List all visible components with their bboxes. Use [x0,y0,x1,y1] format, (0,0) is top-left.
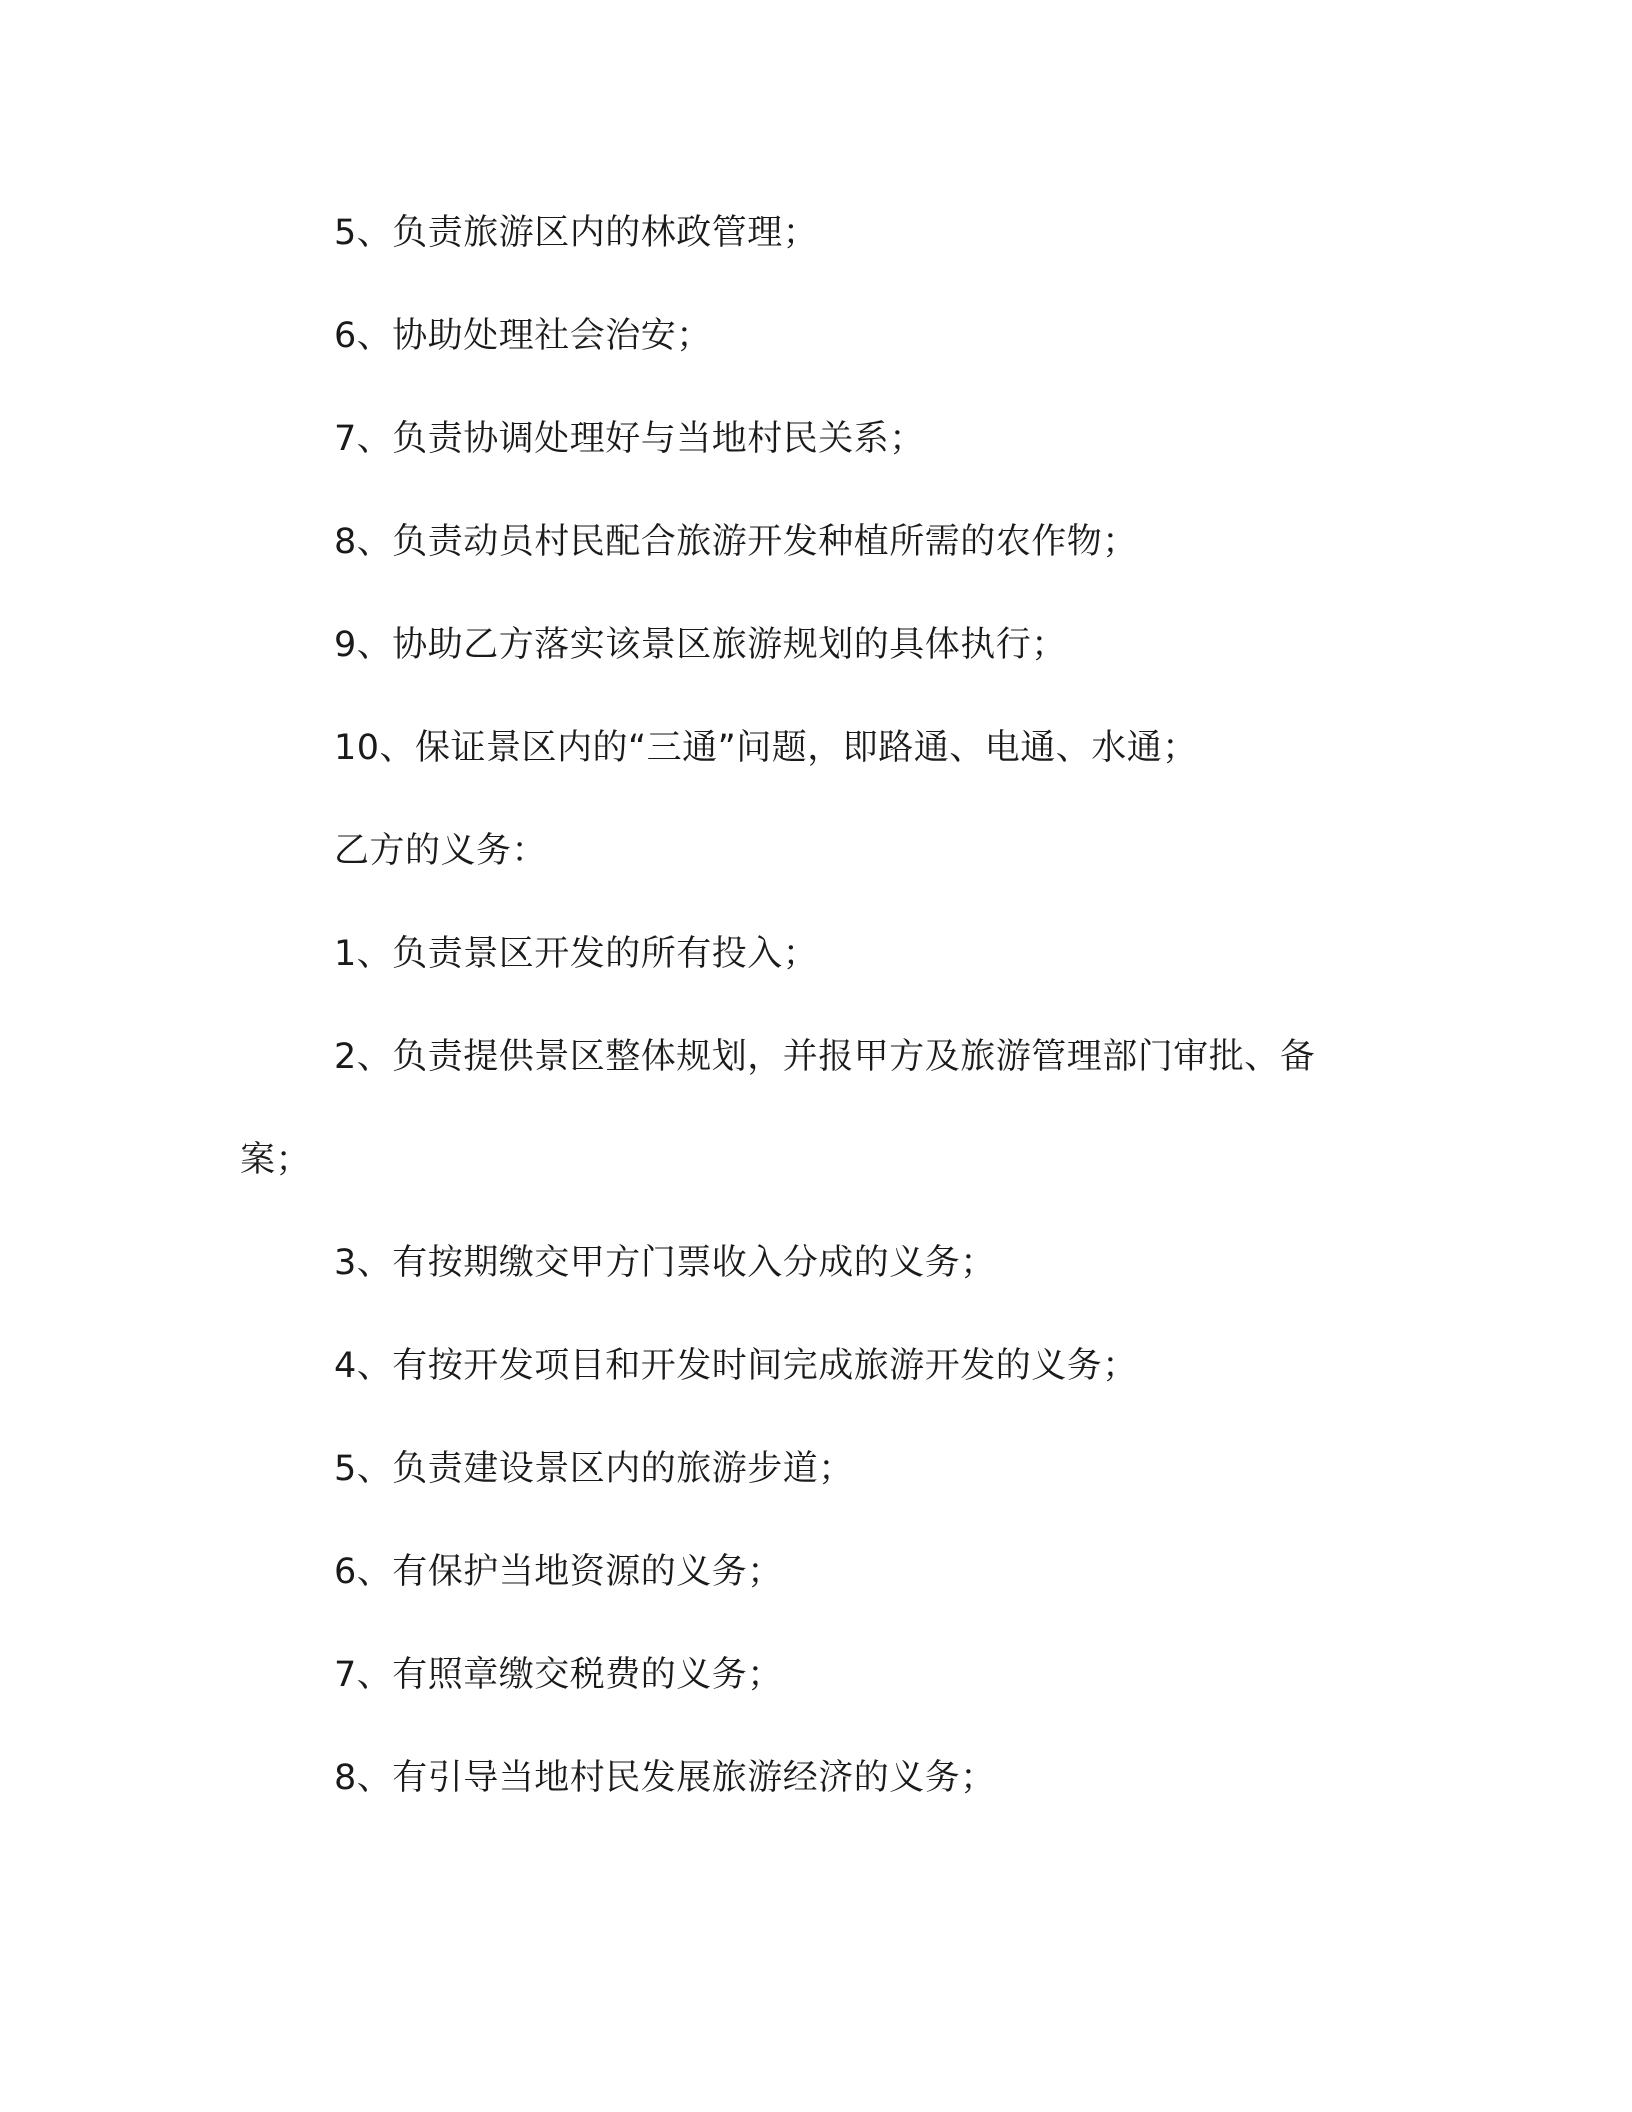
paragraph: 5、负责建设景区内的旅游步道； [334,1449,854,1489]
document-body [240,182,1370,1830]
paragraph: 7、有照章缴交税费的义务； [334,1655,783,1695]
paragraph: 1、负责景区开发的所有投入； [334,934,819,974]
section-heading: 乙方的义务： [334,831,548,871]
paragraph: 5、负责旅游区内的林政管理； [334,213,819,253]
paragraph: 8、负责动员村民配合旅游开发种植所需的农作物； [334,522,1138,562]
paragraph: 7、负责协调处理好与当地村民关系； [334,419,925,459]
paragraph: 6、协助处理社会治安； [334,316,712,356]
paragraph: 10、保证景区内的“三通”问题，即路通、电通、水通； [334,728,1198,768]
paragraph: 2、负责提供景区整体规划，并报甲方及旅游管理部门审批、备案； [240,1037,1316,1180]
paragraph: 3、有按期缴交甲方门票收入分成的义务； [334,1243,996,1283]
paragraph: 8、有引导当地村民发展旅游经济的义务； [334,1758,996,1798]
paragraph: 6、有保护当地资源的义务； [334,1552,783,1592]
paragraph: 4、有按开发项目和开发时间完成旅游开发的义务； [334,1346,1138,1386]
paragraph: 9、协助乙方落实该景区旅游规划的具体执行； [334,625,1067,665]
